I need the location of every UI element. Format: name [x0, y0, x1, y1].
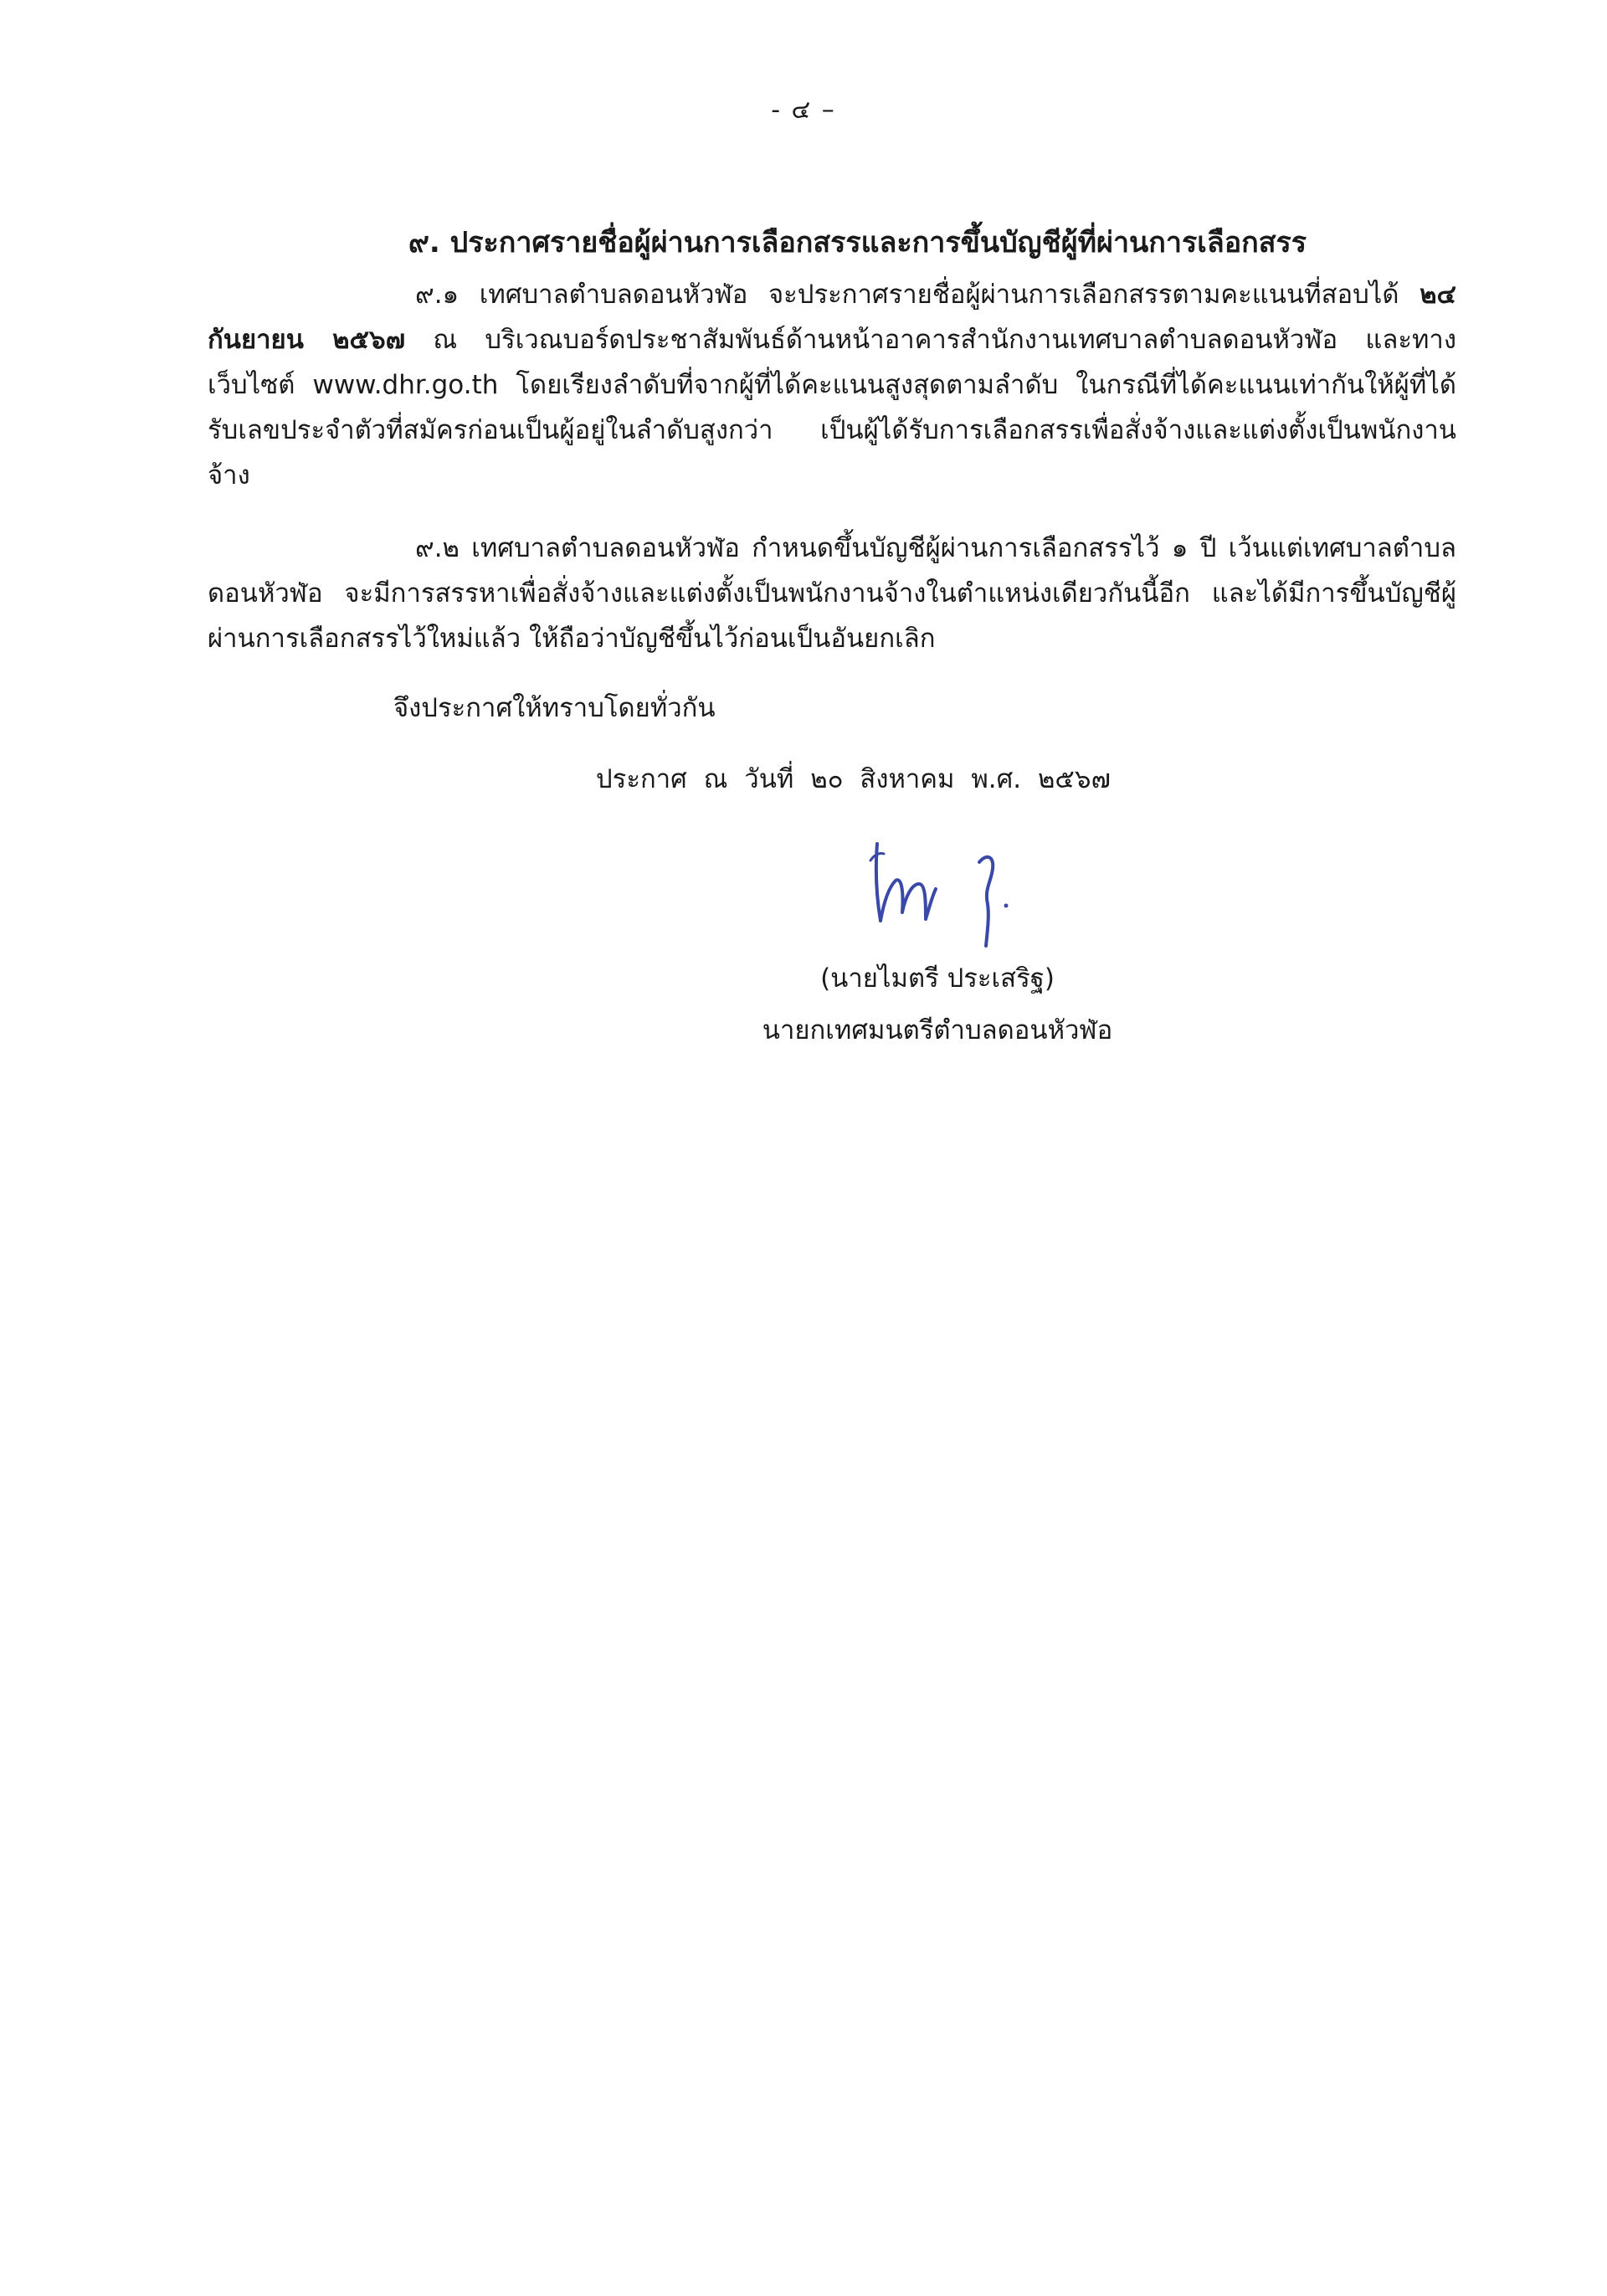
paragraph-9-2 — [208, 526, 1456, 661]
closing-statement: จึงประกาศให้ทราบโดยทั่วกัน — [393, 693, 716, 723]
signer-name — [0, 957, 1607, 999]
signer-name-text: (นายไมตรี ประเสริฐ) — [820, 963, 1055, 994]
paragraph-9-2-text: ๙.๒ เทศบาลตำบลดอนหัวฬ่อ กำหนดขึ้นบัญชีผู้ผ่านการเลือกสรรไว้ ๑ ปี เว้นแต่เทศบาลตำบลดอนหัวฬ่อ จะมีการสรรหาเพื่อสั่งจ้างและแต่งตั้งเป็นพนักงานจ้างในตำแหน่งเดียวกันนี้อีก และได้มีการขึ้นบัญชีผู้ผ่านการเลือกสรรไว้ใหม่แล้ว ให้ถือว่าบัญชีขึ้นไว้ก่อนเป็นอันยกเลิก — [208, 533, 1456, 654]
signer-title — [0, 1009, 1607, 1050]
signer-title-text: นายกเทศมนตรีตำบลดอนหัวฬ่อ — [762, 1015, 1113, 1045]
announcement-date-bold: ๒๔ กันยายน ๒๕๖๗ — [208, 280, 1456, 355]
paragraph-9-1-rest: ณ บริเวณบอร์ดประชาสัมพันธ์ด้านหน้าอาคารสำนักงานเทศบาลตำบลดอนหัวฬ่อ และทางเว็บไซต์ www.dhr.go.th โดยเรียงลำดับที่จากผู้ที่ได้คะแนนสูงสุดตามลำดับ ในกรณีที่ได้คะแนนเท่ากันให้ผู้ที่ได้รับเลขประจำตัวที่สมัครก่อนเป็นผู้อยู่ในลำดับสูงกว่า เป็นผู้ได้รับการเลือกสรรเพื่อสั่งจ้างและแต่งตั้งเป็นพนักงานจ้าง — [208, 325, 1456, 491]
page-number: - ๔ – — [771, 95, 836, 125]
section-heading: ๙. ประกาศรายชื่อผู้ผ่านการเลือกสรรและการขึ้นบัญชีผู้ที่ผ่านการเลือกสรร — [408, 226, 1307, 259]
paragraph-9-1 — [208, 272, 1456, 498]
handwritten-signature — [845, 829, 1046, 954]
paragraph-9-1-lead: ๙.๑ เทศบาลตำบลดอนหัวฬ่อ จะประกาศรายชื่อผู้ผ่านการเลือกสรรตามคะแนนที่สอบได้ — [415, 280, 1399, 310]
announcement-date: ประกาศ ณ วันที่ ๒๐ สิงหาคม พ.ศ. ๒๕๖๗ — [596, 764, 1111, 794]
